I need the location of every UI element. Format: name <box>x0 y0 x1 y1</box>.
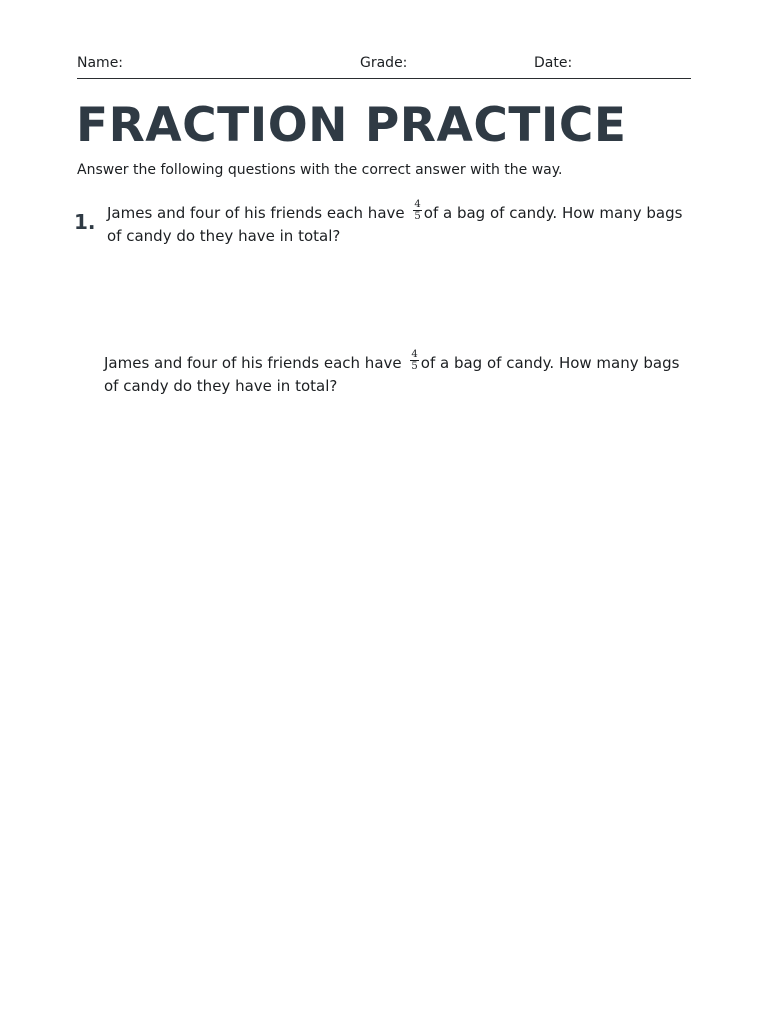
question-text-before: James and four of his friends each have <box>107 204 405 222</box>
fraction <box>410 349 418 372</box>
fraction-denominator: 5 <box>414 211 421 222</box>
page-title: FRACTION PRACTICE <box>76 98 627 153</box>
header-fields <box>77 54 691 79</box>
date-label: Date: <box>534 55 573 71</box>
grade-label: Grade: <box>360 55 408 71</box>
question-text-after: of a bag of candy. How many bags of candy do they have in total? <box>104 354 680 395</box>
fraction-numerator: 4 <box>411 349 418 360</box>
instructions-text: Answer the following questions with the correct answer with the way. <box>77 162 563 178</box>
fraction-numerator: 4 <box>414 199 421 210</box>
question-text <box>104 349 694 397</box>
question-text <box>107 199 697 247</box>
fraction <box>413 199 421 222</box>
fraction-denominator: 5 <box>411 361 418 372</box>
question-number: 1. <box>74 210 96 234</box>
question-text-before: James and four of his friends each have <box>104 354 402 372</box>
name-label: Name: <box>77 55 124 71</box>
question-text-after: of a bag of candy. How many bags of candy do they have in total? <box>107 204 683 245</box>
